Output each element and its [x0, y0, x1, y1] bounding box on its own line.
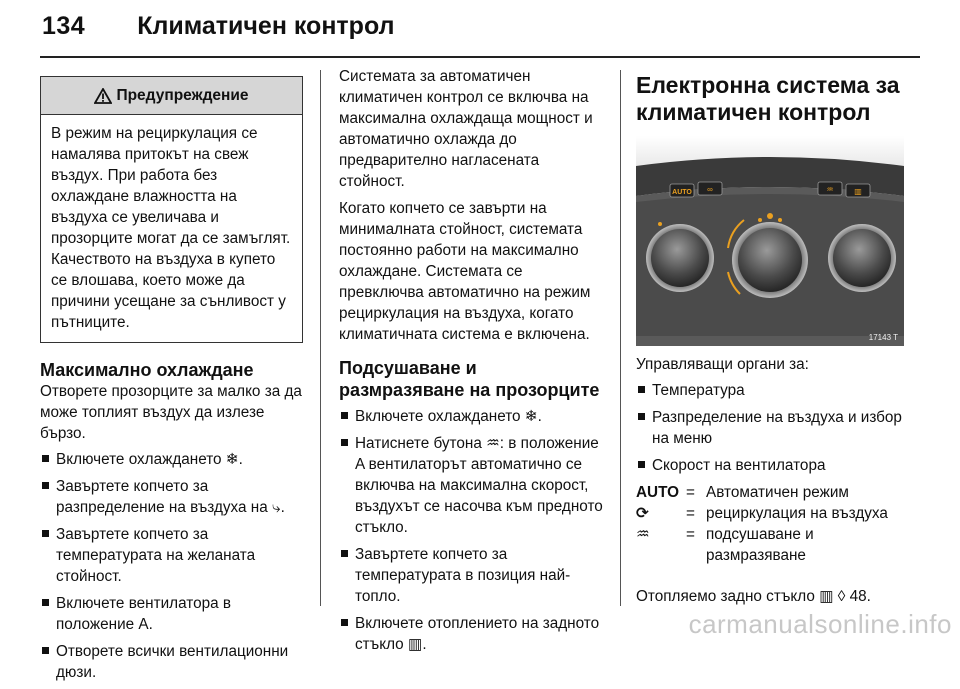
max-cooling-heading: Максимално охлаждане — [40, 360, 254, 380]
symbol-legend — [636, 482, 904, 566]
list-item: Скорост на вентилатора — [636, 455, 904, 476]
header-rule — [40, 56, 920, 58]
column-2 — [339, 66, 605, 661]
page-title: Климатичен контрол — [137, 12, 395, 40]
defrost-heading: Подсушаване и размразяване на прозорците — [339, 358, 600, 400]
max-cooling-intro: Отворете прозорците за малко за да може топлият въздух да излезе бързо. — [40, 383, 302, 442]
list-item: Натиснете бутона ♒: в положение A вентилаторът автоматично се включва на максимална скорост, въздухът се насочва към предното стъкло. — [339, 433, 605, 538]
ecc-heading: Електронна система за климатичен контрол — [636, 72, 900, 125]
legend-key: ♒ — [636, 526, 650, 543]
max-cooling-list — [40, 449, 303, 683]
defrost-list — [339, 406, 605, 655]
warning-text: В режим на рециркулация се намалява притокът на свеж въздух. При работа без охлаждане влажността на въздуха се увеличава и прозорците могат да се замъглят. Качеството на въздуха в купето се влошава, което може да причини усещане за сънливост у пътниците. — [51, 125, 291, 331]
controls-label: Управляващи органи за: — [636, 356, 809, 373]
climate-control-panel-image — [636, 136, 904, 346]
page-header — [42, 12, 394, 52]
legend-row: ♒ = подсушаване и размразяване — [636, 524, 904, 566]
column-divider-1 — [320, 70, 321, 606]
warning-triangle-icon — [94, 88, 112, 104]
defrost-button — [818, 182, 842, 195]
list-item: Отворете всички вентилационни дюзи. — [40, 641, 303, 683]
rear-window-reference: Отопляемо задно стъкло ▥ ◊ 48. — [636, 588, 871, 605]
column-1 — [40, 66, 303, 689]
svg-text:♒: ♒ — [826, 185, 834, 194]
paragraph: Системата за автоматичен климатичен контрол се включва на максимална охлаждаща мощност и автоматично охлажда до предварително нагласената стойност. — [339, 68, 593, 190]
svg-text:▥: ▥ — [854, 187, 862, 196]
paragraph: Когато копчето се завърти на минималната стойност, системата постоянно работи на максимално охлаждане. Системата се превключва автоматично на режим рециркулация на въздуха, когато климатичната система е включена. — [339, 200, 591, 343]
list-item: Включете охлаждането ❄. — [40, 449, 303, 470]
legend-desc: рециркулация на въздуха — [706, 505, 888, 522]
svg-text:∞: ∞ — [707, 185, 713, 194]
fan-speed-knob — [828, 224, 896, 292]
list-item: Завъртете копчето за температурата на желаната стойност. — [40, 524, 303, 587]
column-3 — [636, 66, 904, 607]
warning-box — [40, 76, 303, 343]
list-item: Включете охлаждането ❄. — [339, 406, 605, 427]
list-item: Разпределение на въздуха и избор на меню — [636, 407, 904, 449]
legend-row: ⟳ = рециркулация на въздуха — [636, 503, 904, 524]
svg-text:AUTO: AUTO — [672, 189, 692, 196]
legend-key: ⟳ — [636, 505, 649, 522]
image-code: 17143 T — [868, 333, 898, 342]
legend-row: AUTO = Автоматичен режим — [636, 482, 904, 503]
legend-desc: Автоматичен режим — [706, 484, 849, 501]
list-item: Включете вентилатора в положение A. — [40, 593, 303, 635]
list-item: Температура — [636, 380, 904, 401]
watermark: carmanualsonline.info — [688, 609, 952, 639]
legend-key: AUTO — [636, 484, 680, 501]
legend-desc: подсушаване и размразяване — [706, 526, 814, 564]
recirculation-button — [698, 182, 722, 195]
rear-window-heating-button — [846, 184, 870, 197]
warning-header — [41, 77, 302, 115]
controls-list — [636, 380, 904, 476]
list-item: Завъртете копчето за температурата в позиция най-топло. — [339, 544, 605, 607]
column-divider-2 — [620, 70, 621, 606]
list-item: Завъртете копчето за разпределение на въздуха на ⤷. — [40, 476, 303, 518]
auto-button — [670, 184, 694, 197]
warning-title: Предупреждение — [116, 87, 249, 104]
list-item: Включете отоплението на задното стъкло ▥. — [339, 613, 605, 655]
page-number: 134 — [42, 12, 86, 40]
